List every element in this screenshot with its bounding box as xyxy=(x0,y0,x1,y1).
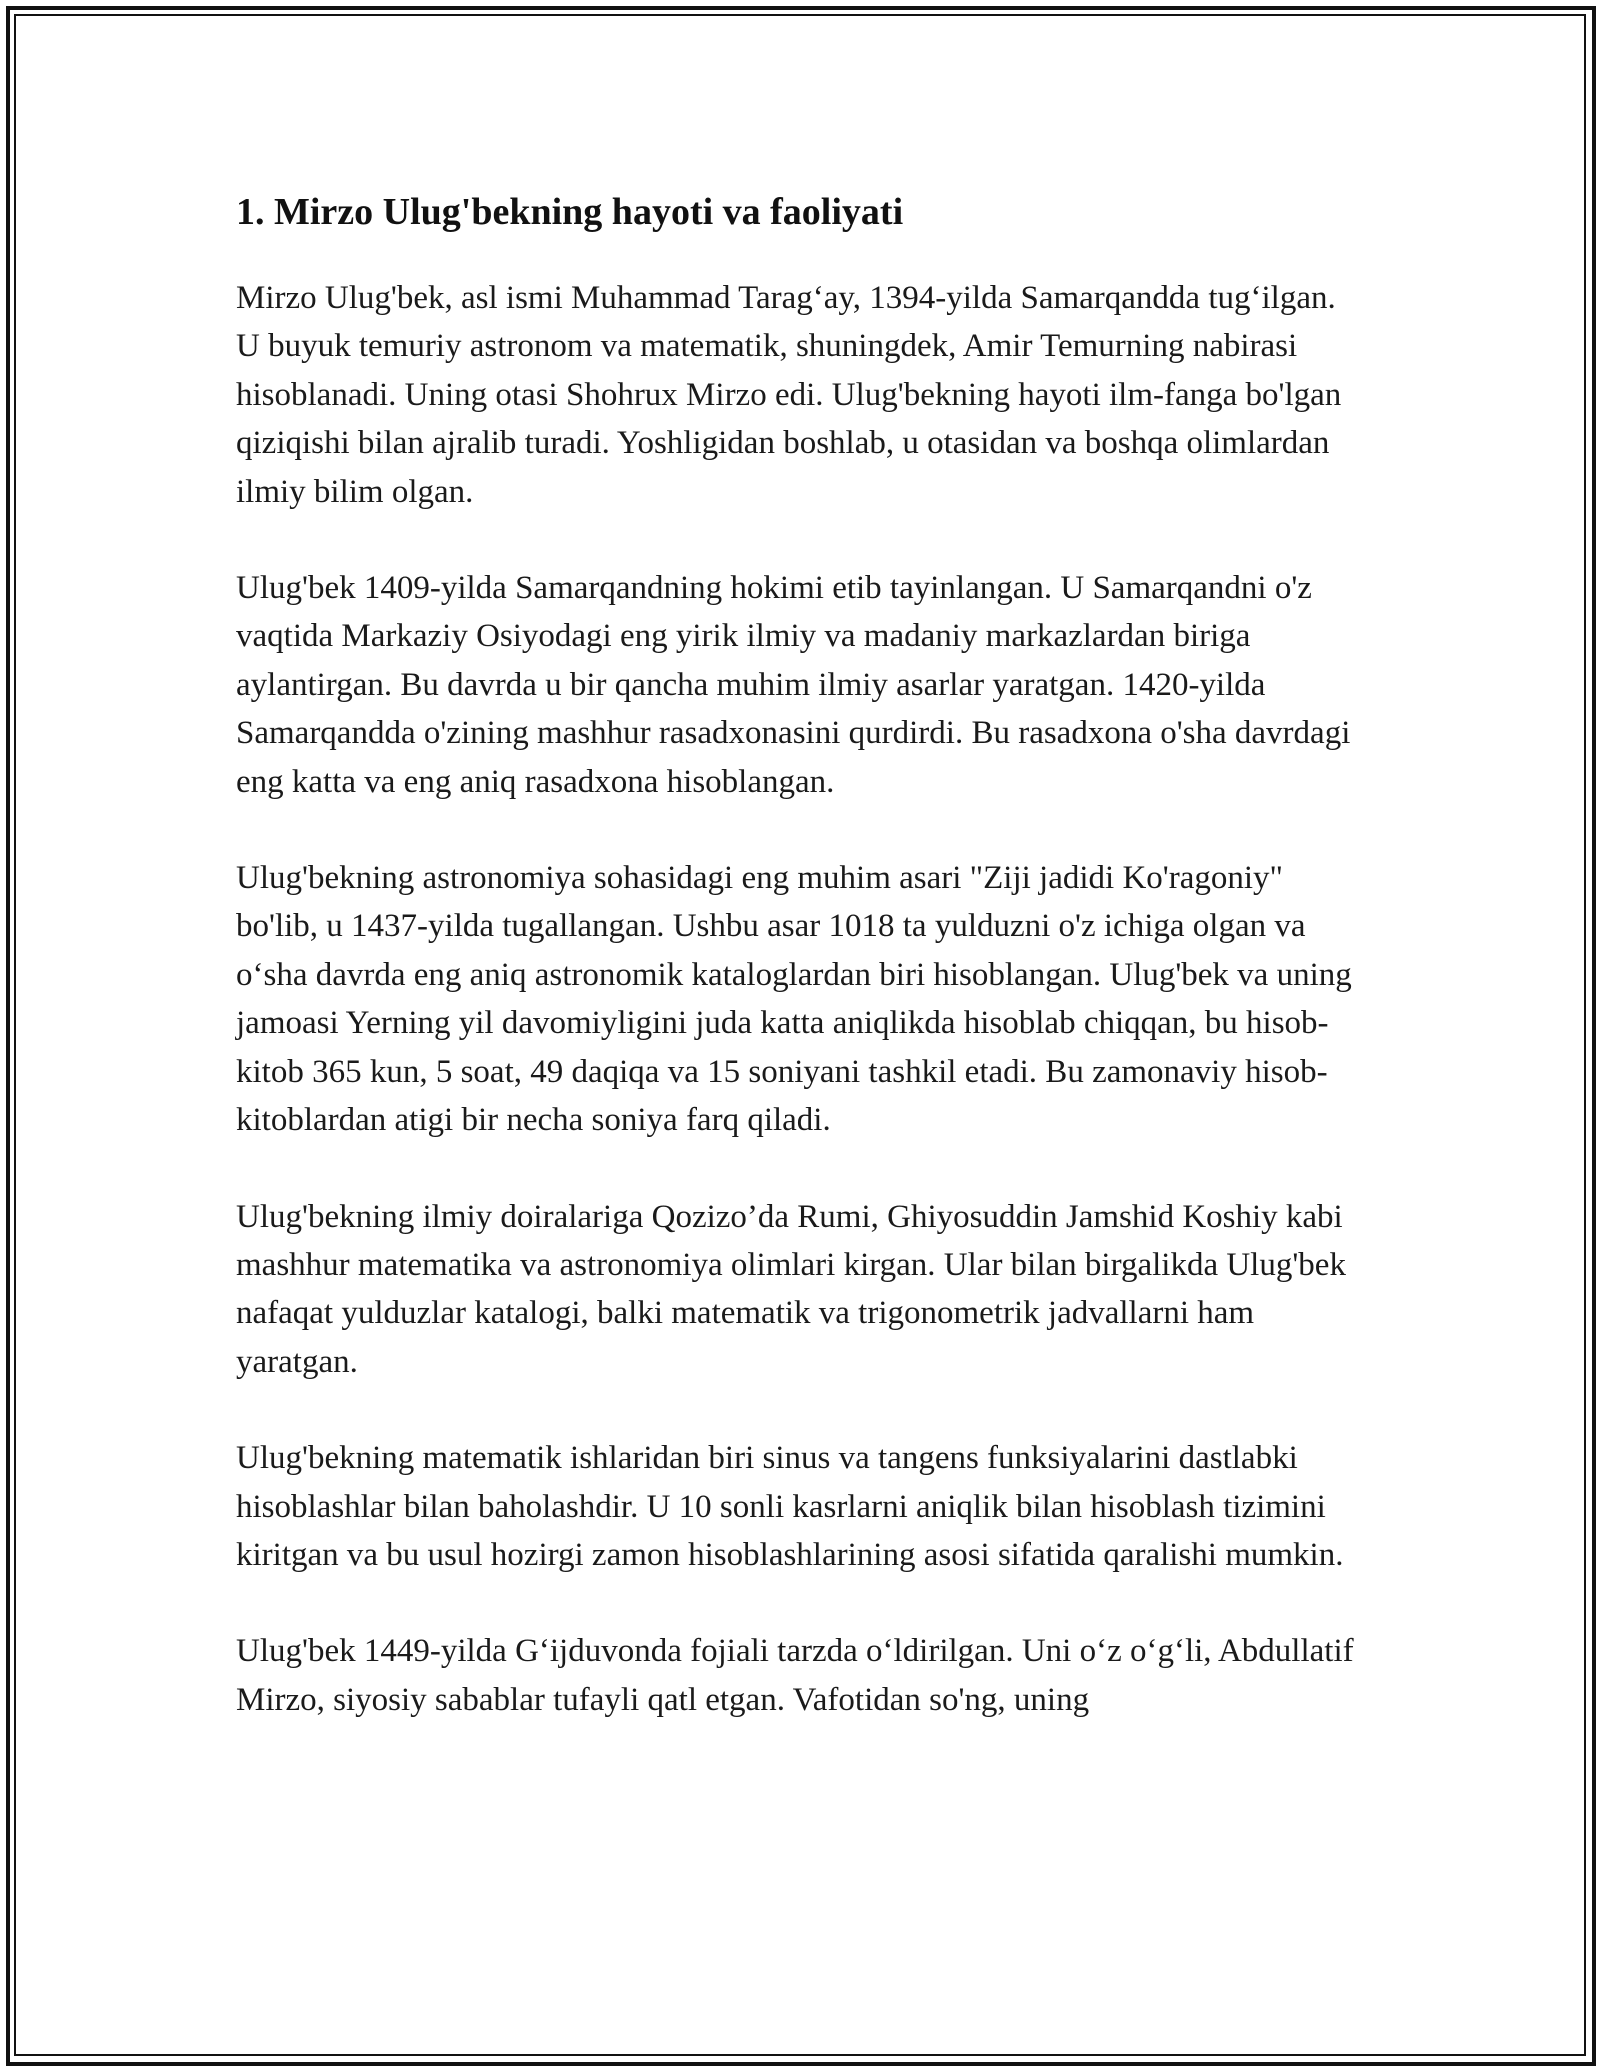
document-body xyxy=(236,186,1366,1772)
paragraph-death: Ulug'bek 1449-yilda G‘ijduvonda fojiali tarzda o‘ldirilgan. Uni o‘z o‘g‘li, Abdullatif Mirzo, siyosiy sabablar tufayli qatl etgan. Vafotidan so'ng, uning xyxy=(236,1633,1354,1718)
section-title: 1. Mirzo Ulug'bekning hayoti va faoliyati xyxy=(236,191,904,233)
paragraph-astronomy: Ulug'bekning astronomiya sohasidagi eng muhim asari "Ziji jadidi Ko'ragoniy" bo'lib, u 1437-yilda tugallangan. Ushbu asar 1018 ta yulduzni o'z ichiga olgan va o‘sha davrda eng aniq astronomik kataloglardan biri hisoblangan. Ulug'bek va uning jamoasi Yerning yil davomiyligini juda katta aniqlikda hisoblab chiqqan, bu hisob-kitob 365 kun, 5 soat, 49 daqiqa va 15 soniyani tashkil etadi. Bu zamonaviy hisob-kitoblardan atigi bir necha soniya farq qiladi. xyxy=(236,860,1352,1139)
paragraph-scholars: Ulug'bekning ilmiy doiralariga Qozizo’da Rumi, Ghiyosuddin Jamshid Koshiy kabi mashhur matematika va astronomiya olimlari kirgan. Ular bilan birgalikda Ulug'bek nafaqat yulduzlar katalogi, balki matematik va trigonometrik jadvallarni ham yaratgan. xyxy=(236,1198,1346,1380)
paragraph-governor: Ulug'bek 1409-yilda Samarqandning hokimi etib tayinlangan. U Samarqandni o'z vaqtida Markaziy Osiyodagi eng yirik ilmiy va madaniy markazlardan biriga aylantirgan. Bu davrda u bir qancha muhim ilmiy asarlar yaratgan. 1420-yilda Samarqandda o'zining mashhur rasadxonasini qurdirdi. Bu rasadxona o'sha davrdagi eng katta va eng aniq rasadxona hisoblangan. xyxy=(236,570,1351,800)
paragraph-mathematics: Ulug'bekning matematik ishlaridan biri sinus va tangens funksiyalarini dastlabki hisoblashlar bilan baholashdir. U 10 sonli kasrlarni aniqlik bilan hisoblash tizimini kiritgan va bu usul hozirgi zamon hisoblashlarining asosi sifatida qaralishi mumkin. xyxy=(236,1440,1344,1573)
paragraph-early-life: Mirzo Ulug'bek, asl ismi Muhammad Tarag‘ay, 1394-yilda Samarqandda tug‘ilgan. U buyuk temuriy astronom va matematik, shuningdek, Amir Temurning nabirasi hisoblanadi. Uning otasi Shohrux Mirzo edi. Ulug'bekning hayoti ilm-fanga bo'lgan qiziqishi bilan ajralib turadi. Yoshligidan boshlab, u otasidan va boshqa olimlardan ilmiy bilim olgan. xyxy=(236,280,1342,510)
